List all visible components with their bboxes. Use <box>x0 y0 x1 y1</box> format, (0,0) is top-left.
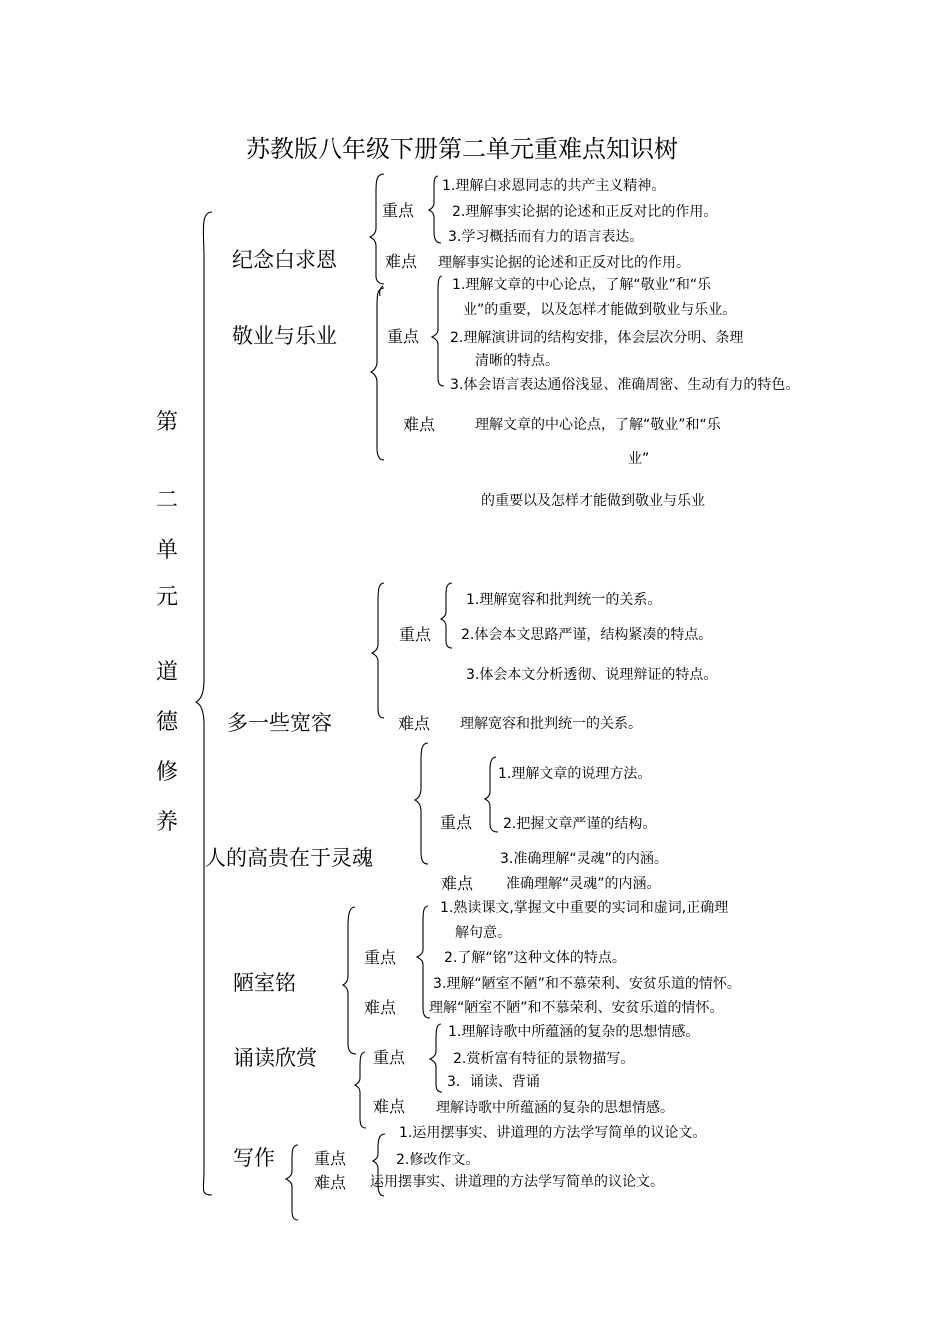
difficult-label: 难点 <box>398 714 431 733</box>
difficult-item: 理解诗歌中所蕴涵的复杂的思想情感。 <box>436 1100 674 1116</box>
key-item: 3.准确理解“灵魂”的内涵。 <box>500 851 668 867</box>
key-item: 1.理解文章的中心论点，了解“敬业”和“乐 <box>452 277 712 293</box>
root-char-7: 修 <box>156 760 179 785</box>
difficult-item: 的重要以及怎样才能做到敬业与乐业 <box>481 493 705 509</box>
key-item: 2.修改作文。 <box>396 1152 480 1168</box>
root-char-4: 元 <box>156 585 179 610</box>
root-char-1: 第 <box>156 410 179 435</box>
key-item: 解句意。 <box>455 925 511 941</box>
key-item: 1.理解文章的说理方法。 <box>498 766 652 782</box>
key-item: 1.理解白求恩同志的共产主义精神。 <box>442 178 666 194</box>
lesson-kuanrong: 多一些宽容 <box>227 711 332 735</box>
difficult-label: 难点 <box>373 1097 406 1116</box>
key-item: 1.理解宽容和批判统一的关系。 <box>466 592 662 608</box>
root-char-5: 道 <box>156 660 179 685</box>
key-label: 重点 <box>314 1149 347 1168</box>
key-item: 3.体会语言表达通俗浅显、准确周密、生动有力的特色。 <box>450 377 800 393</box>
key-item: 2.理解事实论据的论述和正反对比的作用。 <box>452 204 718 220</box>
difficult-item: 理解“陋室不陋”和不慕荣利、安贫乐道的情怀。 <box>429 1000 724 1016</box>
difficult-label: 难点 <box>364 998 397 1017</box>
key-item: 清晰的特点。 <box>475 353 559 369</box>
lesson-xiezuo: 写作 <box>233 1146 275 1170</box>
lesson-baiqiuen: 纪念白求恩 <box>232 248 337 272</box>
key-item: 2.体会本文思路严谨，结构紧凑的特点。 <box>461 627 713 643</box>
page-title: 苏教版八年级下册第二单元重难点知识树 <box>246 135 678 163</box>
difficult-item: 业” <box>628 451 650 467</box>
difficult-item: 理解事实论据的论述和正反对比的作用。 <box>438 255 690 271</box>
key-item: 2.了解“铭”这种文体的特点。 <box>444 950 626 966</box>
key-item: 3.体会本文分析透彻、说理辩证的特点。 <box>466 667 718 683</box>
difficult-label: 难点 <box>441 874 474 893</box>
difficult-item: 理解文章的中心论点，了解“敬业”和“乐 <box>475 417 721 433</box>
key-item: 1.熟读课文,掌握文中重要的实词和虚词,正确理 <box>440 900 729 916</box>
key-item: 2.赏析富有特征的景物描写。 <box>453 1051 635 1067</box>
difficult-item: 准确理解“灵魂”的内涵。 <box>506 876 661 892</box>
difficult-label: 难点 <box>403 415 436 434</box>
root-char-6: 德 <box>156 710 179 735</box>
difficult-item: 运用摆事实、讲道理的方法学写简单的议论文。 <box>370 1174 664 1190</box>
key-item: 2.理解演讲词的结构安排，体会层次分明、条理 <box>450 330 744 346</box>
key-label: 重点 <box>387 327 420 346</box>
key-item: 2.把握文章严谨的结构。 <box>503 816 657 832</box>
difficult-item: 理解宽容和批判统一的关系。 <box>460 716 642 732</box>
key-label: 重点 <box>399 625 432 644</box>
key-label: 重点 <box>364 948 397 967</box>
key-item: 3．诵读、背诵 <box>447 1074 540 1090</box>
lesson-jingye: 敬业与乐业 <box>232 324 337 348</box>
key-item: 3.学习概括而有力的语言表达。 <box>448 229 644 245</box>
root-char-8: 养 <box>156 810 179 835</box>
key-label: 重点 <box>382 201 415 220</box>
key-item: 3.理解“陋室不陋”和不慕荣利、安贫乐道的情怀。 <box>433 976 741 992</box>
difficult-label: 难点 <box>385 252 418 271</box>
root-char-2: 二 <box>156 488 179 513</box>
root-char-3: 单 <box>156 538 179 563</box>
lesson-loushiming: 陋室铭 <box>233 971 296 995</box>
key-item: 1.理解诗歌中所蕴涵的复杂的思想情感。 <box>448 1024 700 1040</box>
key-item: 业”的重要，以及怎样才能做到敬业与乐业。 <box>463 302 737 318</box>
lesson-songdu: 诵读欣赏 <box>233 1046 317 1070</box>
difficult-label: 难点 <box>314 1173 347 1192</box>
lesson-linghun: 人的高贵在于灵魂 <box>205 846 373 870</box>
key-label: 重点 <box>373 1048 406 1067</box>
key-item: 1.运用摆事实、讲道理的方法学写简单的议论文。 <box>399 1125 707 1141</box>
key-label: 重点 <box>440 813 473 832</box>
